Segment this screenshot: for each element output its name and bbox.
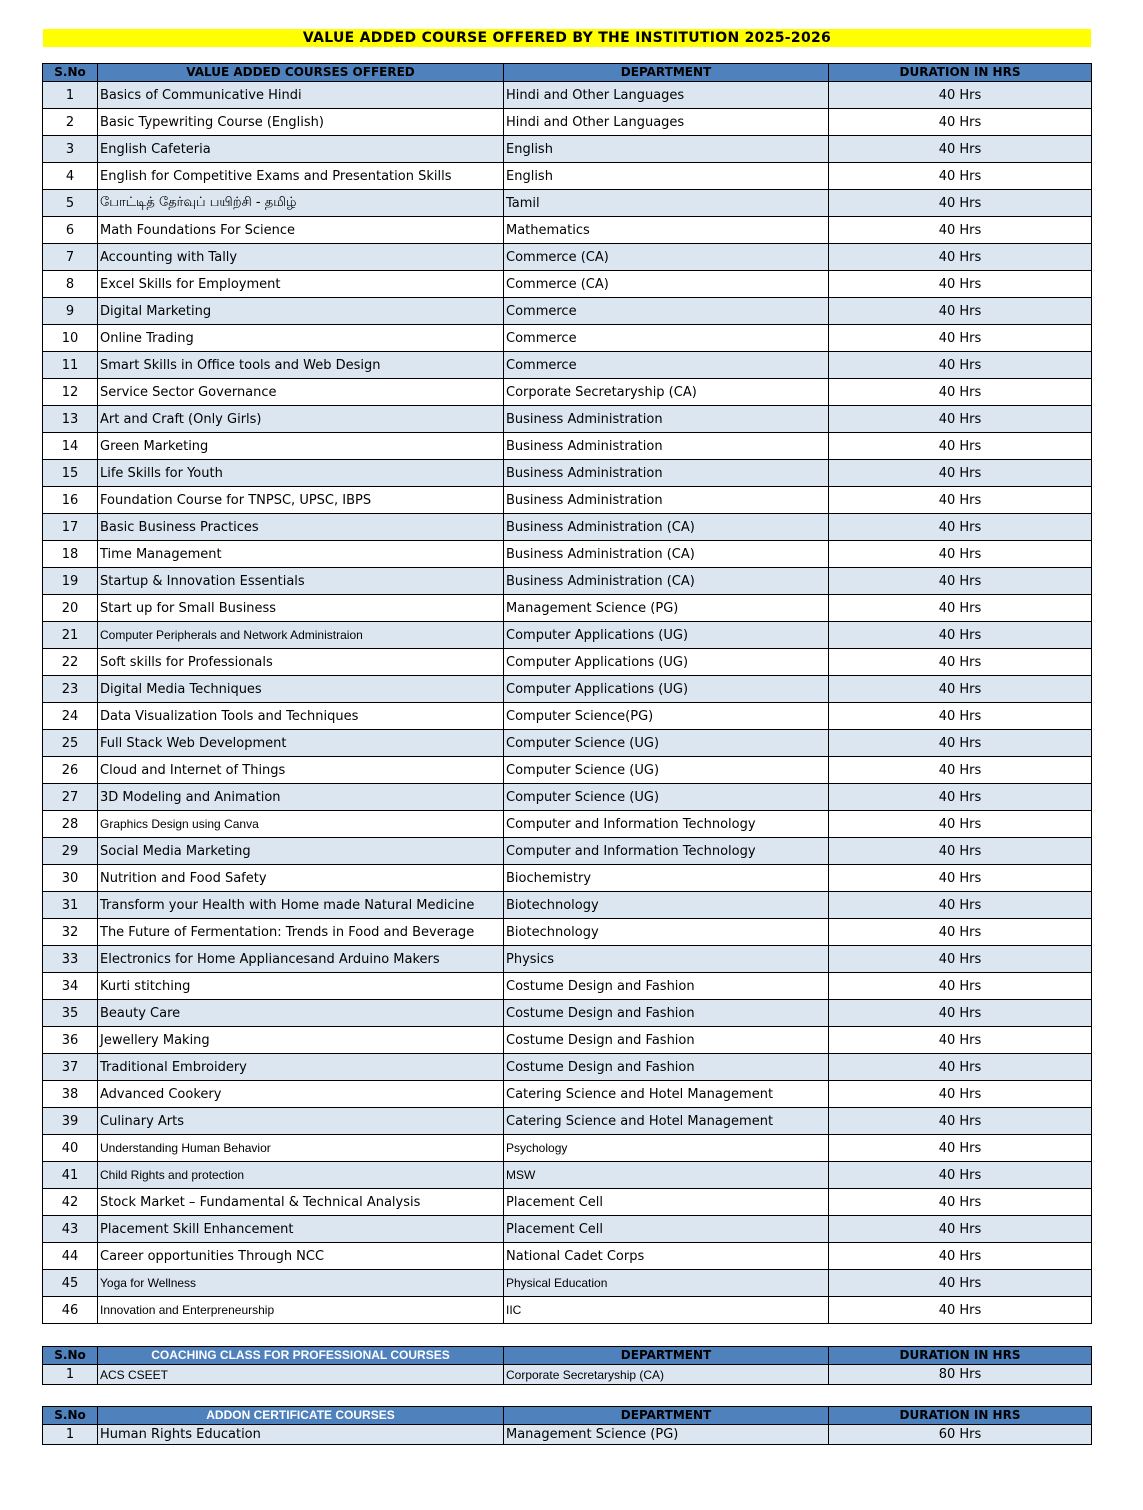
cell-department: Psychology [504, 1135, 829, 1162]
table-row [43, 568, 1092, 595]
cell-course: Online Trading [98, 325, 504, 352]
cell-course: Child Rights and protection [98, 1162, 504, 1189]
cell-course: Foundation Course for TNPSC, UPSC, IBPS [98, 487, 504, 514]
addon-courses-table [42, 1406, 1092, 1445]
cell-course: Nutrition and Food Safety [98, 865, 504, 892]
cell-course: Green Marketing [98, 433, 504, 460]
cell-duration: 40 Hrs [829, 622, 1092, 649]
cell-department: Physics [504, 946, 829, 973]
cell-department: Computer Science(PG) [504, 703, 829, 730]
table-row [43, 1000, 1092, 1027]
cell-duration: 40 Hrs [829, 865, 1092, 892]
cell-department: Management Science (PG) [504, 595, 829, 622]
cell-sno: 30 [43, 865, 98, 892]
table-row [43, 1162, 1092, 1189]
cell-department: English [504, 163, 829, 190]
cell-sno: 10 [43, 325, 98, 352]
cell-course: Advanced Cookery [98, 1081, 504, 1108]
cell-course: The Future of Fermentation: Trends in Food and Beverage [98, 919, 504, 946]
cell-course: Digital Media Techniques [98, 676, 504, 703]
cell-duration: 40 Hrs [829, 541, 1092, 568]
cell-course: Stock Market – Fundamental & Technical Analysis [98, 1189, 504, 1216]
cell-department: Biotechnology [504, 892, 829, 919]
cell-course: Beauty Care [98, 1000, 504, 1027]
cell-sno: 13 [43, 406, 98, 433]
cell-department: Computer and Information Technology [504, 811, 829, 838]
cell-duration: 40 Hrs [829, 730, 1092, 757]
table-row [43, 1425, 1092, 1445]
cell-course: Human Rights Education [98, 1425, 504, 1445]
cell-duration: 40 Hrs [829, 703, 1092, 730]
cell-sno: 22 [43, 649, 98, 676]
cell-duration: 40 Hrs [829, 811, 1092, 838]
cell-duration: 40 Hrs [829, 1108, 1092, 1135]
cell-department: Business Administration (CA) [504, 514, 829, 541]
cell-sno: 35 [43, 1000, 98, 1027]
cell-course: Excel Skills for Employment [98, 271, 504, 298]
table-row [43, 325, 1092, 352]
header-sno: S.No [43, 64, 98, 82]
cell-sno: 29 [43, 838, 98, 865]
cell-sno: 27 [43, 784, 98, 811]
cell-department: Catering Science and Hotel Management [504, 1081, 829, 1108]
header-duration: DURATION IN HRS [829, 64, 1092, 82]
header-course: VALUE ADDED COURSES OFFERED [98, 64, 504, 82]
cell-sno: 45 [43, 1270, 98, 1297]
table-header-row [43, 1407, 1092, 1425]
cell-department: Biochemistry [504, 865, 829, 892]
cell-department: Hindi and Other Languages [504, 109, 829, 136]
value-added-courses-body [43, 82, 1092, 1324]
cell-duration: 40 Hrs [829, 433, 1092, 460]
cell-department: Business Administration (CA) [504, 541, 829, 568]
table-row [43, 892, 1092, 919]
table-row [43, 1365, 1092, 1385]
cell-sno: 46 [43, 1297, 98, 1324]
cell-duration: 40 Hrs [829, 1081, 1092, 1108]
cell-duration: 40 Hrs [829, 649, 1092, 676]
cell-duration: 40 Hrs [829, 892, 1092, 919]
table-row [43, 1243, 1092, 1270]
cell-sno: 39 [43, 1108, 98, 1135]
cell-course: Start up for Small Business [98, 595, 504, 622]
cell-sno: 12 [43, 379, 98, 406]
cell-department: English [504, 136, 829, 163]
table-row [43, 217, 1092, 244]
cell-sno: 5 [43, 190, 98, 217]
table-row [43, 352, 1092, 379]
cell-course: Basic Business Practices [98, 514, 504, 541]
cell-sno: 23 [43, 676, 98, 703]
cell-duration: 40 Hrs [829, 82, 1092, 109]
cell-department: Computer Science (UG) [504, 784, 829, 811]
cell-sno: 18 [43, 541, 98, 568]
cell-course: Basic Typewriting Course (English) [98, 109, 504, 136]
cell-sno: 20 [43, 595, 98, 622]
cell-duration: 40 Hrs [829, 244, 1092, 271]
cell-duration: 40 Hrs [829, 1216, 1092, 1243]
cell-sno: 37 [43, 1054, 98, 1081]
table-row [43, 460, 1092, 487]
cell-duration: 40 Hrs [829, 163, 1092, 190]
cell-course: Placement Skill Enhancement [98, 1216, 504, 1243]
cell-department: Costume Design and Fashion [504, 1027, 829, 1054]
table-row [43, 865, 1092, 892]
table-row [43, 406, 1092, 433]
cell-duration: 40 Hrs [829, 1270, 1092, 1297]
cell-sno: 15 [43, 460, 98, 487]
cell-department: Placement Cell [504, 1189, 829, 1216]
table-row [43, 946, 1092, 973]
cell-department: IIC [504, 1297, 829, 1324]
cell-course: Traditional Embroidery [98, 1054, 504, 1081]
cell-department: Computer Applications (UG) [504, 622, 829, 649]
cell-duration: 40 Hrs [829, 460, 1092, 487]
cell-sno: 11 [43, 352, 98, 379]
table-row [43, 163, 1092, 190]
cell-duration: 40 Hrs [829, 1027, 1092, 1054]
cell-department: Biotechnology [504, 919, 829, 946]
cell-sno: 8 [43, 271, 98, 298]
cell-department: Hindi and Other Languages [504, 82, 829, 109]
cell-sno: 3 [43, 136, 98, 163]
cell-duration: 40 Hrs [829, 757, 1092, 784]
table-row [43, 973, 1092, 1000]
cell-sno: 40 [43, 1135, 98, 1162]
cell-sno: 24 [43, 703, 98, 730]
cell-course: Time Management [98, 541, 504, 568]
cell-department: Business Administration [504, 487, 829, 514]
cell-department: Costume Design and Fashion [504, 1000, 829, 1027]
table-row [43, 1189, 1092, 1216]
cell-duration: 40 Hrs [829, 325, 1092, 352]
cell-duration: 40 Hrs [829, 1054, 1092, 1081]
cell-department: Catering Science and Hotel Management [504, 1108, 829, 1135]
cell-course: Innovation and Enterpreneurship [98, 1297, 504, 1324]
cell-department: Costume Design and Fashion [504, 1054, 829, 1081]
cell-department: Management Science (PG) [504, 1425, 829, 1445]
table-row [43, 811, 1092, 838]
table-row [43, 730, 1092, 757]
cell-department: National Cadet Corps [504, 1243, 829, 1270]
cell-sno: 19 [43, 568, 98, 595]
cell-course: English Cafeteria [98, 136, 504, 163]
cell-course: Math Foundations For Science [98, 217, 504, 244]
cell-course: Startup & Innovation Essentials [98, 568, 504, 595]
cell-course: Computer Peripherals and Network Administraion [98, 622, 504, 649]
cell-department: MSW [504, 1162, 829, 1189]
cell-duration: 40 Hrs [829, 568, 1092, 595]
cell-course: English for Competitive Exams and Presentation Skills [98, 163, 504, 190]
cell-department: Computer and Information Technology [504, 838, 829, 865]
table-row [43, 1270, 1092, 1297]
table-row [43, 1081, 1092, 1108]
cell-sno: 4 [43, 163, 98, 190]
cell-sno: 33 [43, 946, 98, 973]
table-row [43, 379, 1092, 406]
cell-department: Computer Science (UG) [504, 730, 829, 757]
cell-duration: 40 Hrs [829, 676, 1092, 703]
table-row [43, 433, 1092, 460]
cell-course: Service Sector Governance [98, 379, 504, 406]
cell-duration: 40 Hrs [829, 1135, 1092, 1162]
cell-course: Accounting with Tally [98, 244, 504, 271]
cell-department: Physical Education [504, 1270, 829, 1297]
table-row [43, 298, 1092, 325]
cell-sno: 42 [43, 1189, 98, 1216]
cell-sno: 21 [43, 622, 98, 649]
cell-department: Placement Cell [504, 1216, 829, 1243]
document-title: VALUE ADDED COURSE OFFERED BY THE INSTITUTION 2025-2026 [43, 29, 1091, 47]
table-row [43, 919, 1092, 946]
cell-duration: 40 Hrs [829, 487, 1092, 514]
cell-course: ACS CSEET [98, 1365, 504, 1385]
cell-duration: 40 Hrs [829, 514, 1092, 541]
table-row [43, 595, 1092, 622]
cell-duration: 40 Hrs [829, 271, 1092, 298]
cell-duration: 40 Hrs [829, 298, 1092, 325]
cell-duration: 40 Hrs [829, 973, 1092, 1000]
table-row [43, 190, 1092, 217]
cell-duration: 60 Hrs [829, 1425, 1092, 1445]
table-header-row [43, 64, 1092, 82]
cell-course: Data Visualization Tools and Techniques [98, 703, 504, 730]
header-department: DEPARTMENT [504, 1347, 829, 1365]
cell-duration: 40 Hrs [829, 190, 1092, 217]
cell-department: Computer Science (UG) [504, 757, 829, 784]
cell-department: Computer Applications (UG) [504, 676, 829, 703]
cell-course: Soft skills for Professionals [98, 649, 504, 676]
cell-course: Yoga for Wellness [98, 1270, 504, 1297]
cell-department: Mathematics [504, 217, 829, 244]
cell-sno: 7 [43, 244, 98, 271]
table-row [43, 1216, 1092, 1243]
cell-sno: 1 [43, 1365, 98, 1385]
cell-course: Graphics Design using Canva [98, 811, 504, 838]
cell-department: Corporate Secretaryship (CA) [504, 379, 829, 406]
cell-course: போட்டித் தேர்வுப் பயிற்சி - தமிழ் [98, 190, 504, 217]
value-added-courses-table [42, 63, 1092, 1324]
cell-sno: 1 [43, 82, 98, 109]
cell-duration: 40 Hrs [829, 1243, 1092, 1270]
cell-course: Transform your Health with Home made Natural Medicine [98, 892, 504, 919]
cell-duration: 40 Hrs [829, 838, 1092, 865]
table-row [43, 109, 1092, 136]
cell-duration: 40 Hrs [829, 946, 1092, 973]
cell-course: Basics of Communicative Hindi [98, 82, 504, 109]
cell-department: Tamil [504, 190, 829, 217]
cell-duration: 40 Hrs [829, 217, 1092, 244]
cell-course: Art and Craft (Only Girls) [98, 406, 504, 433]
addon-courses-body [43, 1425, 1092, 1445]
cell-course: Career opportunities Through NCC [98, 1243, 504, 1270]
cell-department: Commerce (CA) [504, 244, 829, 271]
cell-sno: 28 [43, 811, 98, 838]
cell-department: Commerce (CA) [504, 271, 829, 298]
cell-duration: 40 Hrs [829, 1000, 1092, 1027]
cell-department: Corporate Secretaryship (CA) [504, 1365, 829, 1385]
table-row [43, 1108, 1092, 1135]
cell-duration: 80 Hrs [829, 1365, 1092, 1385]
cell-department: Business Administration [504, 406, 829, 433]
cell-duration: 40 Hrs [829, 136, 1092, 163]
cell-sno: 16 [43, 487, 98, 514]
table-row [43, 136, 1092, 163]
table-row [43, 676, 1092, 703]
cell-department: Commerce [504, 325, 829, 352]
cell-duration: 40 Hrs [829, 1162, 1092, 1189]
cell-duration: 40 Hrs [829, 352, 1092, 379]
table-row [43, 541, 1092, 568]
cell-course: Electronics for Home Appliancesand Arduino Makers [98, 946, 504, 973]
header-duration: DURATION IN HRS [829, 1347, 1092, 1365]
cell-course: Kurti stitching [98, 973, 504, 1000]
cell-sno: 44 [43, 1243, 98, 1270]
header-course: COACHING CLASS FOR PROFESSIONAL COURSES [98, 1347, 504, 1365]
header-sno: S.No [43, 1347, 98, 1365]
cell-sno: 32 [43, 919, 98, 946]
cell-sno: 43 [43, 1216, 98, 1243]
table-row [43, 244, 1092, 271]
cell-sno: 25 [43, 730, 98, 757]
cell-course: Digital Marketing [98, 298, 504, 325]
cell-sno: 6 [43, 217, 98, 244]
cell-course: Life Skills for Youth [98, 460, 504, 487]
table-row [43, 82, 1092, 109]
table-row [43, 1027, 1092, 1054]
table-row [43, 1297, 1092, 1324]
cell-sno: 26 [43, 757, 98, 784]
cell-duration: 40 Hrs [829, 595, 1092, 622]
table-row [43, 1135, 1092, 1162]
cell-course: Social Media Marketing [98, 838, 504, 865]
table-header-row [43, 1347, 1092, 1365]
cell-course: Cloud and Internet of Things [98, 757, 504, 784]
cell-course: Jewellery Making [98, 1027, 504, 1054]
table-row [43, 1054, 1092, 1081]
cell-department: Business Administration [504, 433, 829, 460]
cell-sno: 31 [43, 892, 98, 919]
cell-sno: 17 [43, 514, 98, 541]
header-course: ADDON CERTIFICATE COURSES [98, 1407, 504, 1425]
header-department: DEPARTMENT [504, 1407, 829, 1425]
cell-department: Commerce [504, 298, 829, 325]
cell-department: Business Administration [504, 460, 829, 487]
cell-duration: 40 Hrs [829, 1297, 1092, 1324]
cell-sno: 36 [43, 1027, 98, 1054]
header-sno: S.No [43, 1407, 98, 1425]
table-row [43, 703, 1092, 730]
header-duration: DURATION IN HRS [829, 1407, 1092, 1425]
table-row [43, 622, 1092, 649]
cell-duration: 40 Hrs [829, 919, 1092, 946]
cell-duration: 40 Hrs [829, 406, 1092, 433]
cell-duration: 40 Hrs [829, 784, 1092, 811]
cell-department: Commerce [504, 352, 829, 379]
cell-sno: 9 [43, 298, 98, 325]
cell-department: Computer Applications (UG) [504, 649, 829, 676]
header-department: DEPARTMENT [504, 64, 829, 82]
table-row [43, 487, 1092, 514]
cell-course: Understanding Human Behavior [98, 1135, 504, 1162]
cell-sno: 1 [43, 1425, 98, 1445]
cell-sno: 34 [43, 973, 98, 1000]
cell-duration: 40 Hrs [829, 1189, 1092, 1216]
table-row [43, 838, 1092, 865]
cell-course: Full Stack Web Development [98, 730, 504, 757]
cell-department: Costume Design and Fashion [504, 973, 829, 1000]
table-row [43, 784, 1092, 811]
cell-duration: 40 Hrs [829, 379, 1092, 406]
cell-course: Smart Skills in Office tools and Web Design [98, 352, 504, 379]
cell-course: 3D Modeling and Animation [98, 784, 504, 811]
cell-sno: 14 [43, 433, 98, 460]
cell-department: Business Administration (CA) [504, 568, 829, 595]
coaching-courses-table [42, 1346, 1092, 1385]
table-row [43, 757, 1092, 784]
cell-sno: 38 [43, 1081, 98, 1108]
cell-course: Culinary Arts [98, 1108, 504, 1135]
cell-sno: 41 [43, 1162, 98, 1189]
table-row [43, 649, 1092, 676]
cell-sno: 2 [43, 109, 98, 136]
cell-duration: 40 Hrs [829, 109, 1092, 136]
table-row [43, 271, 1092, 298]
table-row [43, 514, 1092, 541]
coaching-courses-body [43, 1365, 1092, 1385]
